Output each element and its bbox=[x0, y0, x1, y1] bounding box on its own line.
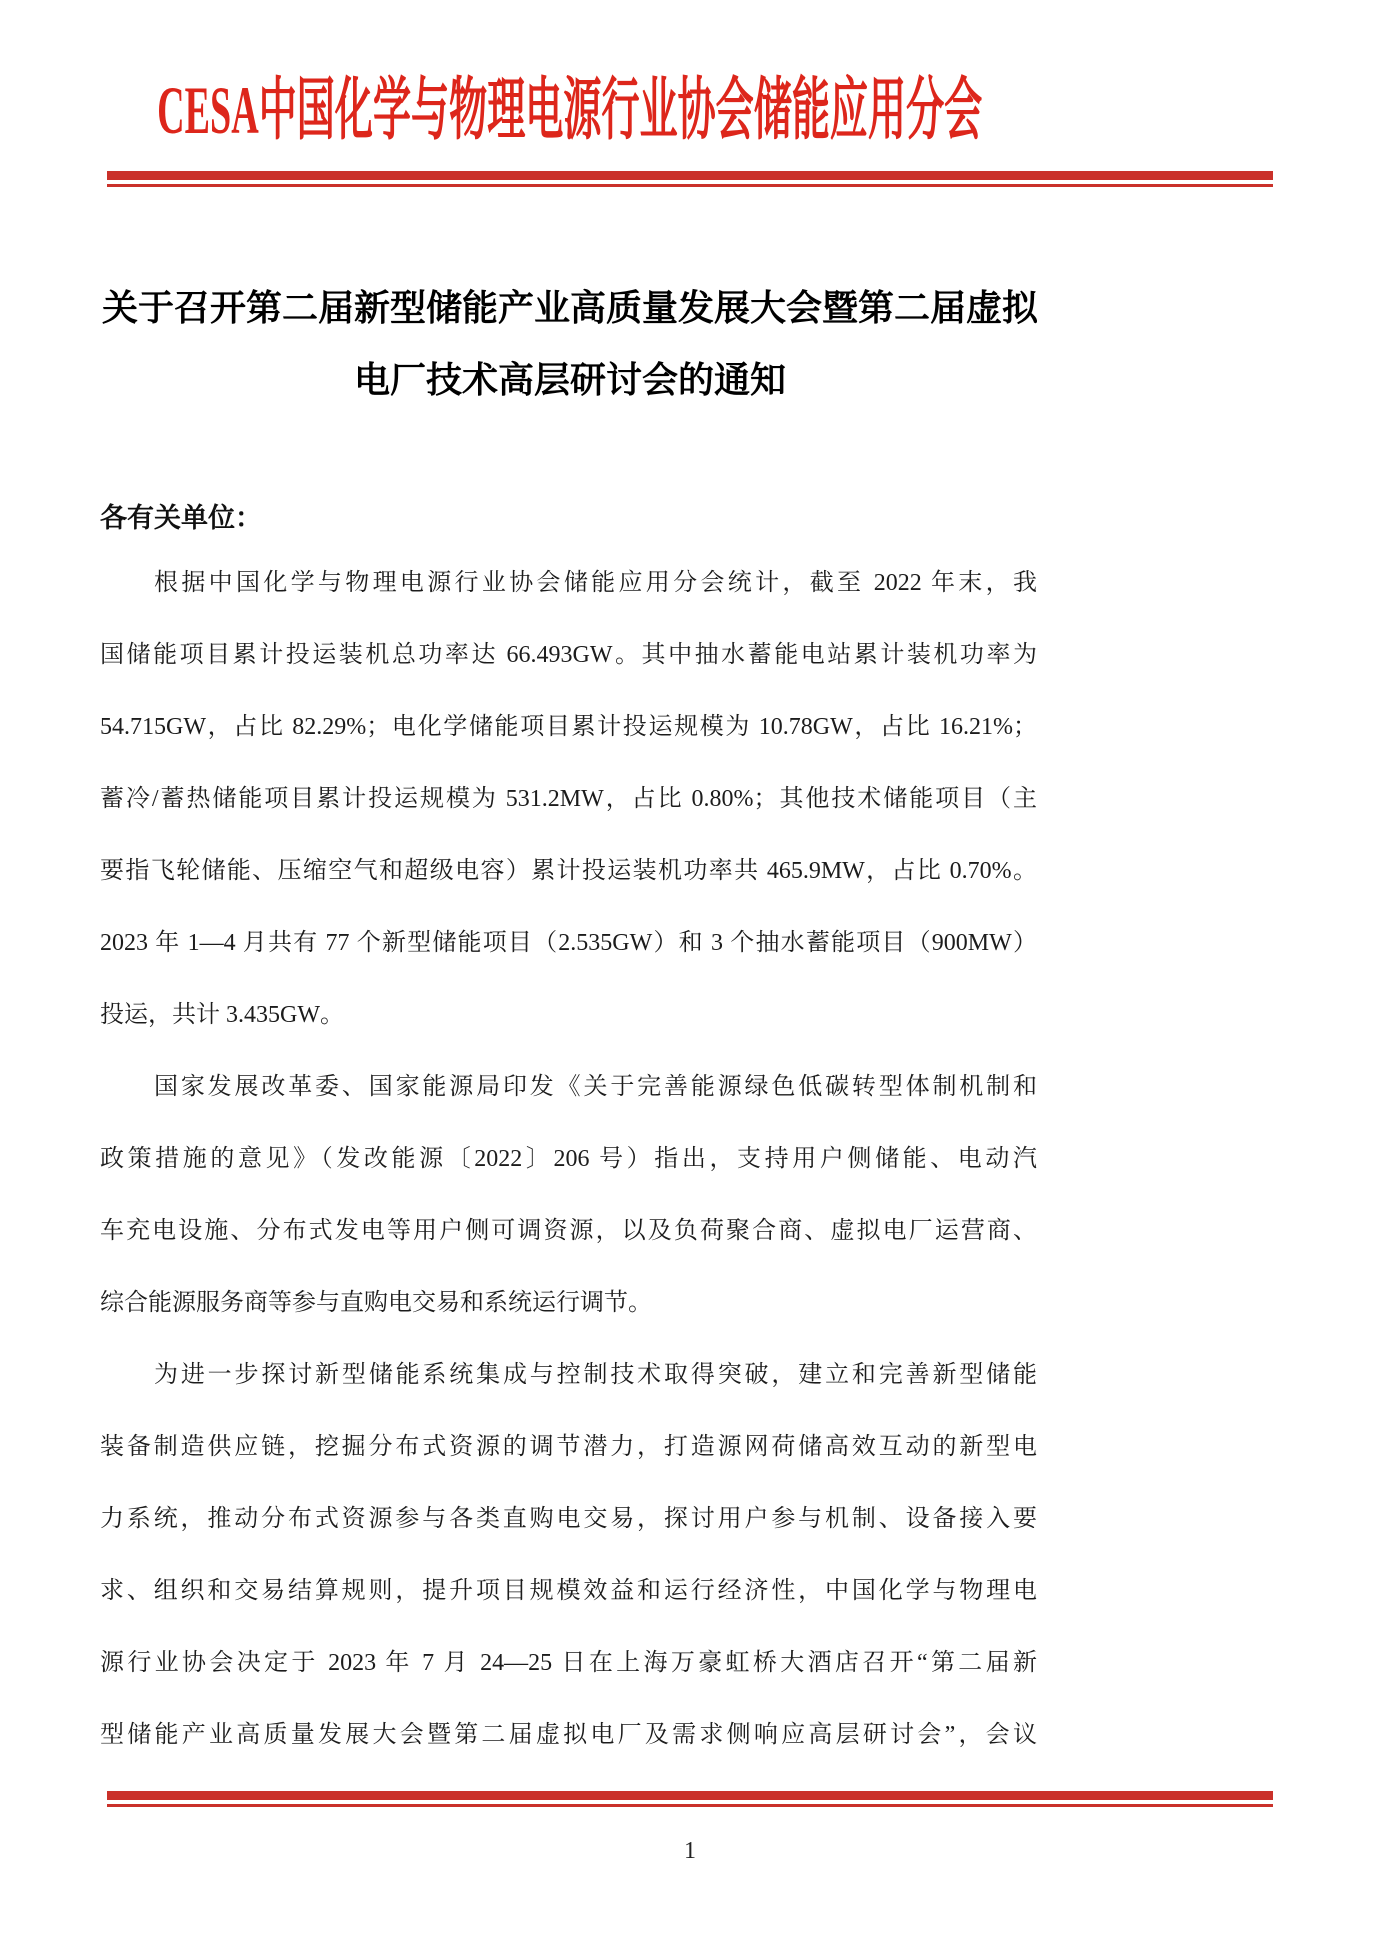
body-line: 求、组织和交易结算规则，提升项目规模效益和运行经济性，中国化学与物理电 bbox=[100, 1578, 1037, 1604]
header-rule-thin bbox=[107, 184, 1273, 187]
body-line: 54.715GW，占比 82.29%；电化学储能项目累计投运规模为 10.78GW，占比 16.21%； bbox=[100, 714, 1037, 740]
body-line: 综合能源服务商等参与直购电交易和系统运行调节。 bbox=[100, 1290, 652, 1316]
body-line: 国家发展改革委、国家能源局印发《关于完善能源绿色低碳转型体制机制和 bbox=[154, 1074, 1037, 1100]
page-number: 1 bbox=[684, 1838, 696, 1864]
body-line: 投运，共计 3.435GW。 bbox=[100, 1002, 344, 1028]
salutation: 各有关单位： bbox=[100, 503, 262, 533]
body-line: 2023 年 1—4 月共有 77 个新型储能项目（2.535GW）和 3 个抽水蓄能项目（900MW） bbox=[100, 930, 1037, 956]
body-line: 根据中国化学与物理电源行业协会储能应用分会统计，截至 2022 年末，我 bbox=[154, 570, 1037, 596]
org-title: CESA中国化学与物理电源行业协会储能应用分会 bbox=[157, 71, 983, 148]
document-title-line-2: 电厂技术高层研讨会的通知 bbox=[353, 360, 786, 400]
body-line: 要指飞轮储能、压缩空气和超级电容）累计投运装机功率共 465.9MW，占比 0.70%。 bbox=[100, 858, 1037, 884]
footer-rule-thick bbox=[107, 1791, 1273, 1800]
body-line: 车充电设施、分布式发电等用户侧可调资源，以及负荷聚合商、虚拟电厂运营商、 bbox=[100, 1218, 1037, 1244]
document-body bbox=[100, 547, 1037, 1771]
header-rule-thick bbox=[107, 171, 1273, 180]
body-line: 政策措施的意见》（发改能源〔2022〕206 号）指出，支持用户侧储能、电动汽 bbox=[100, 1146, 1037, 1172]
body-line: 装备制造供应链，挖掘分布式资源的调节潜力，打造源网荷储高效互动的新型电 bbox=[100, 1434, 1037, 1460]
footer-rule-thin bbox=[107, 1804, 1273, 1807]
document-title bbox=[100, 272, 1040, 416]
body-line: 国储能项目累计投运装机总功率达 66.493GW。其中抽水蓄能电站累计装机功率为 bbox=[100, 642, 1037, 668]
body-line: 蓄冷/蓄热储能项目累计投运规模为 531.2MW，占比 0.80%；其他技术储能项目（主 bbox=[100, 786, 1037, 812]
body-line: 源行业协会决定于 2023 年 7 月 24—25 日在上海万豪虹桥大酒店召开“第二届新 bbox=[100, 1650, 1037, 1676]
letterhead bbox=[100, 58, 1040, 150]
document-title-line-1: 关于召开第二届新型储能产业高质量发展大会暨第二届虚拟 bbox=[101, 288, 1038, 328]
body-line: 为进一步探讨新型储能系统集成与控制技术取得突破，建立和完善新型储能 bbox=[154, 1362, 1037, 1388]
body-line: 型储能产业高质量发展大会暨第二届虚拟电厂及需求侧响应高层研讨会”，会议 bbox=[100, 1722, 1037, 1748]
body-line: 力系统，推动分布式资源参与各类直购电交易，探讨用户参与机制、设备接入要 bbox=[100, 1506, 1037, 1532]
